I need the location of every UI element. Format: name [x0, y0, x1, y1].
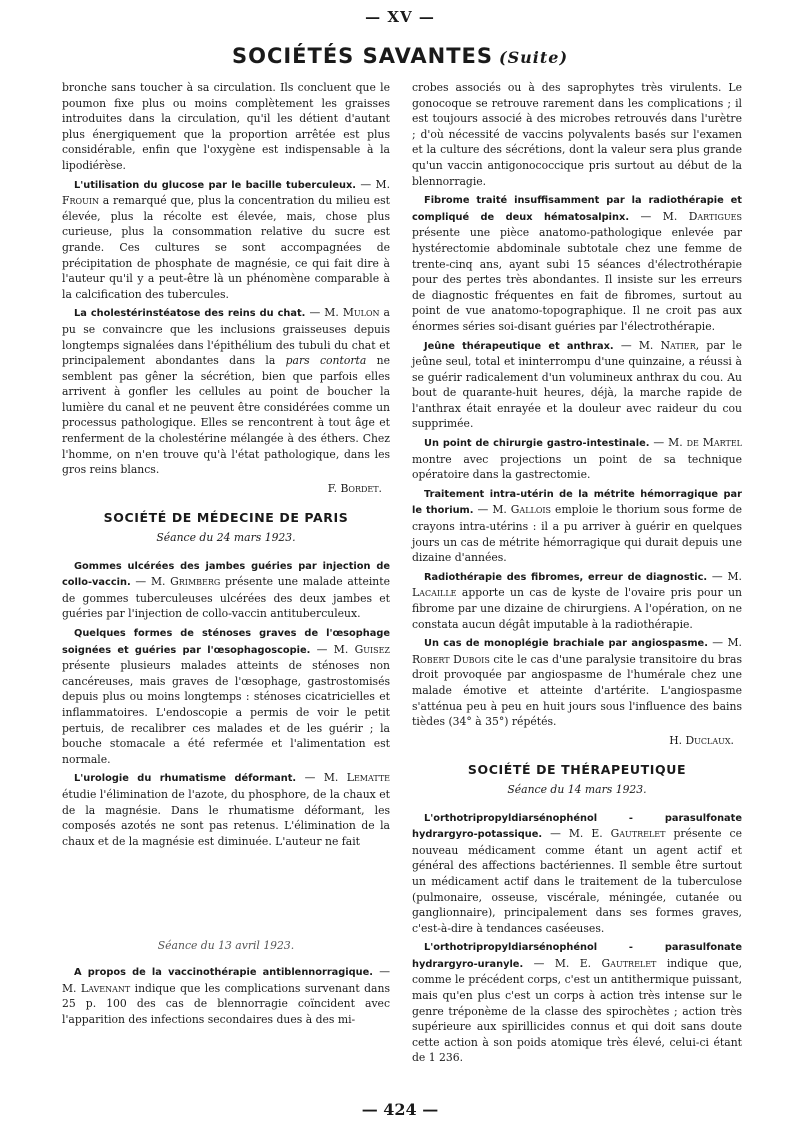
- article-text: cite le cas d'une paralysie transitoire du bras droit provoquée par angiospasme de l'humérale chez une malade émotive et atteinte d'artérite. L'angiospasme s'atténua peu à peu en huit jours sous l'influence des bains tièdes (34° à 35°) répétés.: [412, 652, 742, 729]
- dash: —: [707, 569, 728, 583]
- article-heading: L'urologie du rhumatisme déformant.: [74, 773, 297, 785]
- paragraph: [412, 435, 742, 483]
- article-text: a pu se convaincre que les inclusions graisseuses depuis longtemps signalées dans l'épithélium des tubuli du chat et principalement abondantes dans la: [62, 306, 390, 368]
- paragraph: [412, 486, 742, 566]
- article-heading: L'orthotripropyldiarsénophénol - parasulfonate hydrargyro-uranyle.: [412, 942, 742, 970]
- author-name: M. Lematte: [323, 771, 390, 785]
- article-heading: Gommes ulcérées des jambes guéries par injection de collo-vaccin.: [62, 560, 390, 589]
- article-text: apporte un cas de kyste de l'ovaire pris pour un fibrome par une dizaine de chirurgiens. A l'opération, on ne constata aucun dégât imputable à la radiothérapie.: [412, 586, 742, 631]
- dash: —: [649, 436, 669, 450]
- author-name: M. de Martel: [668, 436, 742, 450]
- dash: —: [629, 209, 663, 223]
- article-heading: Jeûne thérapeutique et anthrax.: [424, 340, 614, 352]
- paragraph: [62, 305, 390, 478]
- roman-page-number: — XV —: [365, 8, 435, 26]
- author-name: M. Gallois: [492, 503, 552, 517]
- section-title: SOCIÉTÉ DE MÉDECINE DE PARIS: [103, 510, 349, 526]
- italic-term: pars contorta: [285, 354, 367, 368]
- paragraph: [62, 625, 390, 767]
- article-text: indique que les complications survenant dans 25 p. 100 des cas de blennorragie coïncident avec l'apparition des infections secondaires dues à des mi-: [62, 981, 390, 1026]
- paragraph: [62, 770, 390, 849]
- article-text: ne semblent pas gêner la sécrétion, bien que parfois elles arrivent à gonfler les cellules au point de boucher la lumière du canal et ne peuvent être considérées comme un processus pathologique. Elles se rencontrent à tout âge et renferment de la cholestérine mélangée à des éthers. Chez l'homme, on n'en trouve qu'à l'état pathologique, dans les gros reins blancs.: [62, 354, 390, 477]
- article-heading: L'utilisation du glucose par le bacille tuberculeux.: [74, 179, 357, 191]
- article-heading: Un point de chirurgie gastro-intestinale.: [424, 438, 650, 450]
- dash: —: [130, 575, 151, 589]
- author-name: M. Guisez: [333, 642, 390, 656]
- blank-area: [62, 852, 390, 904]
- left-column: [62, 80, 390, 1030]
- author-name: M. Lavenant: [62, 981, 131, 995]
- article-text: emploie le thorium sous forme de crayons intra-utérins : il a pu arriver à guérir en quelques jours un cas de métrite hémorragique qui durait depuis une dizaine d'années.: [412, 503, 742, 565]
- paragraph: [412, 810, 742, 937]
- article-text: , par le jeûne seul, total et ininterrompu d'une quinzaine, a réussi à se guérir radicalement d'un volumineux anthrax du cou. Au bout de quarante-huit heures, déjà, la marche rapide de l'anthrax était enrayée et la douleur avec raideur du cou supprimée.: [412, 338, 742, 431]
- signature: F. Bordet.: [327, 481, 382, 495]
- session-date: Séance du 24 mars 1923.: [156, 531, 296, 545]
- article-text: présente une pièce anatomo-pathologique enlevée par hystérectomie abdominale subtotale chez une femme de trente-cinq ans, ayant subi 15 séances d'électrothérapie pour des pertes très abondantes. Il insiste sur les erreurs de diagnostic fréquentes en fait de fibromes, surtout au point de vue anatomo-topographique. Il ne croit pas aux énormes séries soi-disant guéries par l'électrothérapie.: [412, 226, 742, 333]
- dash: —: [296, 771, 324, 785]
- header-title: SOCIÉTÉS SAVANTES: [231, 44, 494, 68]
- dash: —: [523, 956, 555, 970]
- author-name: M. E. Gautrelet: [568, 827, 666, 841]
- author-name: M. E. Gautrelet: [554, 956, 657, 970]
- article-text: présente une malade atteinte de gommes tuberculeuses ulcérées des deux jambes et guéries par l'injection de collo-vaccin antituberculeux.: [62, 575, 390, 621]
- article-text: indique que, comme le précédent corps, c'est un antithermique puissant, mais qu'en plus c'est un corps à action très intense sur le genre tréponème de la classe des spirochètes ; action très supérieure aux spirillicides connus et qui doit sans doute cette action à son poids atomique très élevé, celui-ci étant de 1 236.: [412, 956, 743, 1065]
- article-heading: Un cas de monoplégie brachiale par angiospasme.: [424, 638, 708, 650]
- dash: —: [613, 338, 639, 352]
- article-heading: La cholestérinstéatose des reins du chat.: [74, 308, 306, 320]
- article-text: étudie l'élimination de l'azote, du phosphore, de la chaux et de la magnésie. Dans le rhumatisme déformant, les composés azotés ne sont pas retenus. L'élimination de la chaux et de la magnésie est diminuée. L'auteur ne fait: [62, 787, 390, 848]
- article-heading: Radiothérapie des fibromes, erreur de diagnostic.: [424, 571, 708, 583]
- paragraph: [62, 964, 390, 1027]
- author-name: M. Dartigues: [662, 209, 742, 223]
- dash: —: [373, 964, 390, 978]
- author-name: M. Lacaille: [412, 569, 742, 600]
- dash: —: [356, 177, 376, 191]
- paragraph: [62, 558, 390, 622]
- author-name: M. Natier: [638, 338, 696, 352]
- article-text: présente ce nouveau médicament comme étant un agent actif et général des affections bactériennes. Il semble être surtout un médicament actif dans le traitement de la tuberculose (pulmonaire, osseuse, viscérale, méningée, cutanée ou ganglionnaire), principalement dans ses formes graves, c'est-à-dire à tendances caséeuses.: [412, 827, 742, 935]
- article-heading: Fibrome traité insuffisamment par la radiothérapie et compliqué de deux hématosalpinx.: [412, 195, 742, 223]
- session-date: Séance du 14 mars 1923.: [507, 782, 647, 796]
- paragraph: [412, 939, 742, 1066]
- dash: —: [542, 827, 569, 841]
- article-heading: A propos de la vaccinothérapie antiblennorragique.: [74, 966, 373, 978]
- dash: —: [473, 503, 493, 517]
- paragraph: [62, 177, 390, 303]
- dash: —: [305, 306, 325, 320]
- paragraph: [412, 338, 742, 433]
- signature: H. Duclaux.: [669, 733, 734, 747]
- dash: —: [310, 642, 334, 656]
- author-name: M. Robert Dubois: [412, 636, 742, 666]
- author-name: M. Grimberg: [150, 575, 221, 589]
- page-number: — 424 —: [361, 1100, 439, 1119]
- article-text: montre avec projections un point de sa technique opératoire dans la gastrectomie.: [412, 452, 742, 482]
- dash: —: [707, 636, 728, 650]
- article-heading: Quelques formes de sténoses graves de l'œsophage soignées et guéries par l'œsophagoscopie.: [62, 628, 390, 656]
- author-name: M. Mulon: [324, 306, 380, 320]
- article-text: présente plusieurs malades atteints de sténoses non cancéreuses, mais graves de l'œsophage, gastrostomisés depuis plus ou moins longtemps : sténoses cicatricielles et inflammatoires. L'endoscopie a permis de voir le petit pertuis, de recalibrer ces malades et de les guérir ; la bouche stomacale a été refermée et l'alimentation est normale.: [62, 659, 390, 766]
- paragraph: [412, 192, 742, 334]
- right-column: [412, 80, 742, 1069]
- author-name: M. Frouin: [62, 177, 391, 208]
- paragraph: bronche sans toucher à sa circulation. Ils concluent que le poumon fixe plus ou moins complètement les graisses introduites dans la circulation, qu'il les détient d'autant plus énergiquement que la proportion arrêtée est plus considérable, enfin que l'oxygène est indispensable à la lipodiérèse.: [62, 81, 390, 172]
- article-text: a remarqué que, plus la concentration du milieu est élevée, plus la récolte est élevée, mais, chose plus curieuse, plus la consommation relative du sucre est grande. Ces cultures se sont accompagnées de précipitation de phosphate de magnésie, ce qui fait dire à l'auteur qu'il y a peut-être là un phénomène comparable à la calcification des tubercules.: [62, 194, 390, 301]
- paragraph: [412, 635, 742, 730]
- page-header: [0, 44, 800, 68]
- header-suite: (Suite): [499, 48, 569, 67]
- session-date-faded: Séance du 13 avril 1923.: [157, 939, 295, 953]
- section-title: SOCIÉTÉ DE THÉRAPEUTIQUE: [467, 762, 687, 778]
- article-heading: L'orthotripropyldiarsénophénol - parasulfonate hydrargyro-potassique.: [412, 812, 742, 841]
- paragraph: [412, 569, 742, 632]
- paragraph: crobes associés ou à des saprophytes très virulents. Le gonocoque se retrouve rarement dans les complications ; il est toujours associé à des microbes retrouvés dans l'urètre ; d'où nécessité de vaccins polyvalents basés sur l'examen et la culture des sécrétions, dont la valeur sera plus grande qu'un vaccin antigonococcique pris surtout au début de la blennorragie.: [412, 81, 742, 188]
- article-heading: Traitement intra-utérin de la métrite hémorragique par le thorium.: [412, 488, 742, 517]
